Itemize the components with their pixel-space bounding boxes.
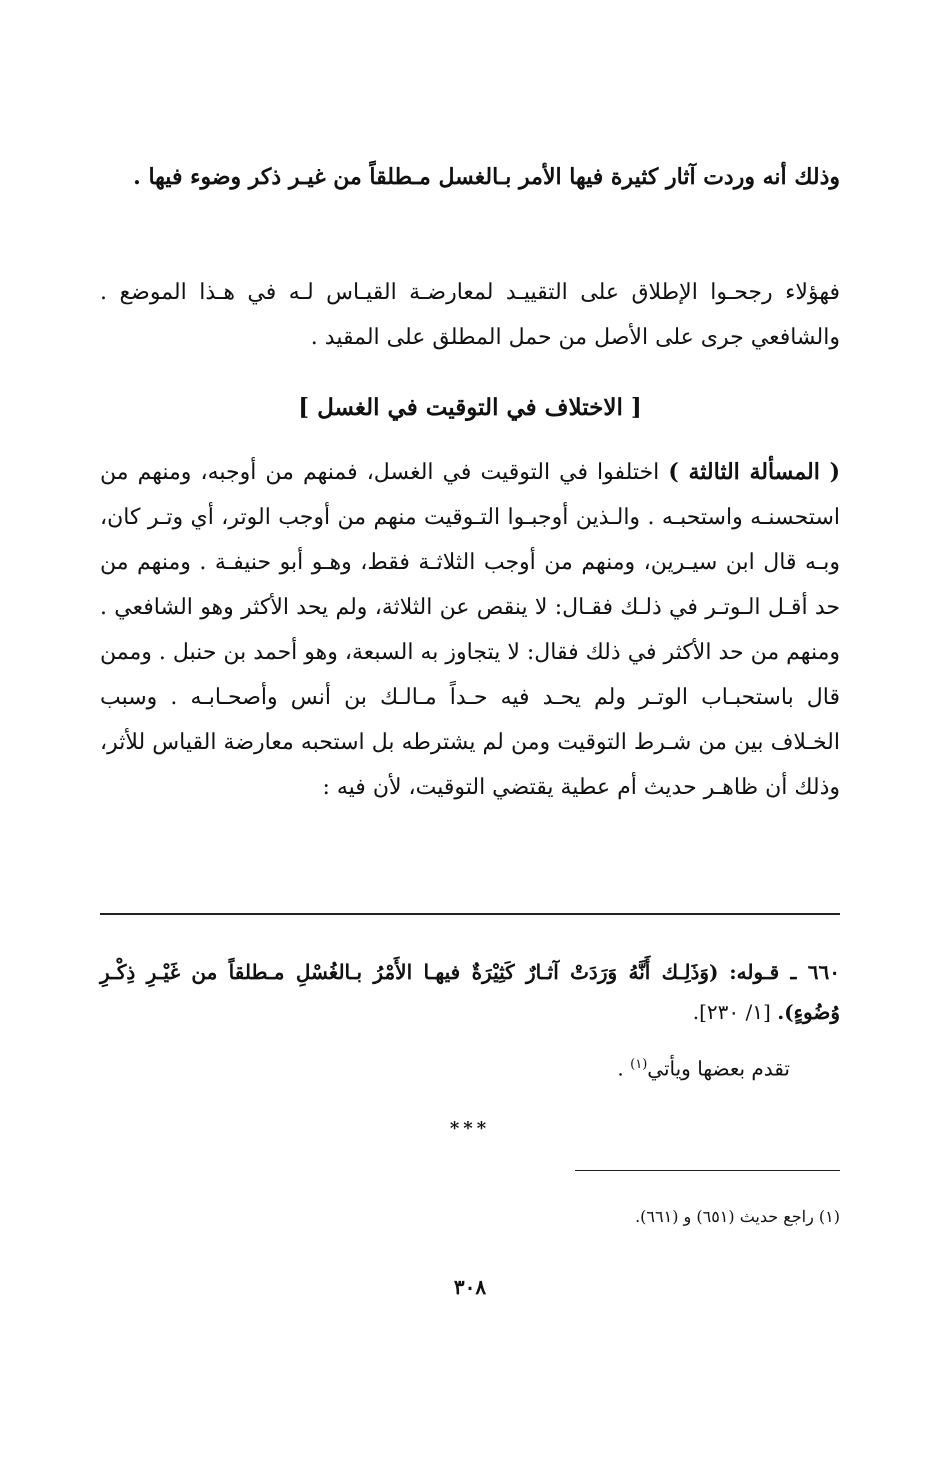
commentary-entry — [100, 952, 840, 1032]
footnote: (١) راجع حديث (٦٥١) و (٦٦١). — [635, 1207, 840, 1226]
book-page — [100, 0, 840, 1465]
section-body — [100, 450, 840, 810]
section-separator: *** — [449, 1118, 491, 1139]
page-number: ٣٠٨ — [453, 1275, 487, 1299]
commentary-quote: (وَذَلِـك أَنَّهُ وَرَدَتْ آثـارٌ كَثِيْرَةٌ فيهـا الأَمْرُ بـالغُسْلِ مـطلقاً من غَيْـرِ ذِكْـرِ وُضُوءٍ). — [100, 960, 840, 1024]
commentary-reference: [١/ ٢٣٠]. — [692, 1000, 771, 1024]
commentary-note — [617, 1045, 790, 1089]
commentary-number: ٦٦٠ ـ قـوله: — [729, 960, 840, 984]
paragraph-conclusion-text: فهؤلاء رجحـوا الإطلاق على التقييـد لمعارضـة القيـاس لـه في هـذا الموضع . والشافعي جرى على الأصل من حمل المطلق على المقيد . — [100, 280, 840, 350]
footnote-marker[interactable]: (١) — [630, 1057, 648, 1072]
commentary-note-end: . — [617, 1056, 624, 1081]
section-heading: [ الاختلاف في التوقيت في الغسل ] — [298, 394, 642, 421]
issue-label: ( المسألة الثالثة ) — [668, 459, 841, 485]
commentary-divider — [100, 913, 840, 915]
section-body-text: اختلفوا في التوقيت في الغسل، فمنهم من أوجبه، ومنهم من استحسنـه واستحبـه . والـذين أوجبـوا التـوقيت منهم من أوجب الوتر، أي وتـر كان، وبـه قال ابن سيـرين، ومنهم من أوجب الثلاثـة فقط، وهـو أبو حنيفـة . ومنهم من حد أقـل الـوتـر في ذلـك فقـال: لا ينقص عن الثلاثة، ولم يحد الأكثر وهو الشافعي . ومنهم من حد الأكثر في ذلك فقال: لا يتجاوز به السبعة، وهو أحمد بن حنبل . وممن قال باستحبـاب الوتـر ولم يحـد فيه حـداً مـالـك بن أنس وأصحـابـه . وسبب الخـلاف بين من شـرط التوقيت ومن لم يشترطه بل استحبه معارضة القياس للأثر، وذلك أن ظاهـر حديث أم عطية يقتضي التوقيت، لأن فيه : — [100, 460, 840, 800]
paragraph-intro — [100, 155, 840, 200]
footnote-divider — [575, 1170, 840, 1171]
paragraph-conclusion — [100, 270, 840, 360]
paragraph-intro-text: وذلك أنه وردت آثار كثيرة فيها الأمر بـالغسل مـطلقاً من غيـر ذكر وضوء فيها . — [133, 164, 840, 190]
commentary-note-text: تقدم بعضها ويأتي — [647, 1056, 790, 1081]
